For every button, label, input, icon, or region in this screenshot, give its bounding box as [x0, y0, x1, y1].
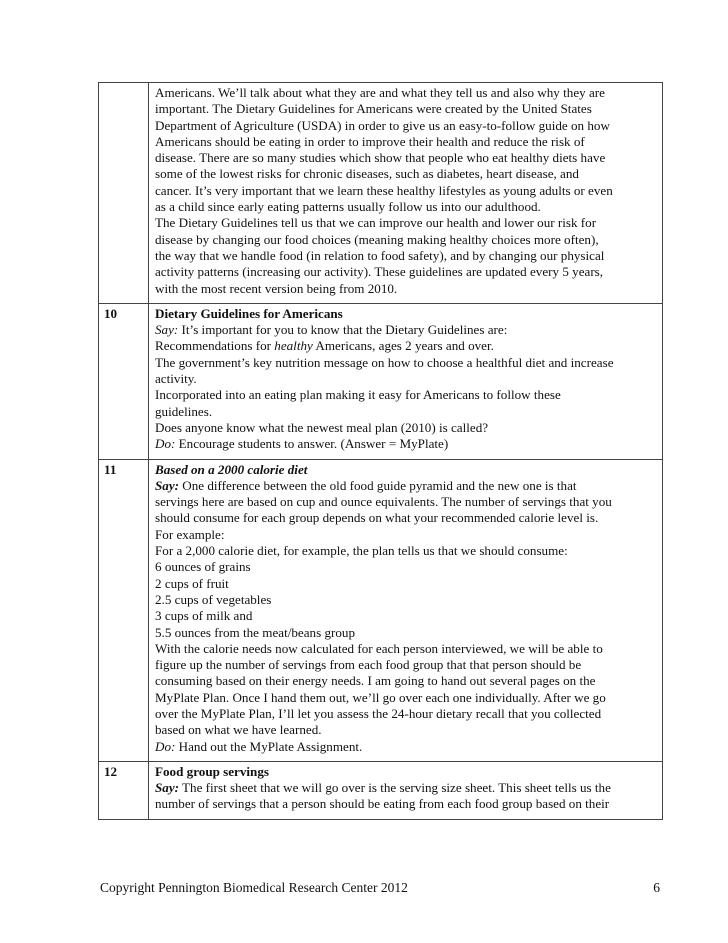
rec-before: Recommendations for	[155, 338, 275, 354]
row-content	[149, 303, 663, 459]
say-label: Say:	[155, 477, 180, 493]
copyright-text: Copyright Pennington Biomedical Research Center 2012	[100, 880, 408, 895]
row-content	[149, 761, 663, 819]
text-line	[155, 780, 659, 796]
section-title: Based on a 2000 calorie diet	[155, 461, 308, 477]
text-line: For a 2,000 calorie diet, for example, the plan tells us that we should consume:	[155, 543, 568, 559]
text-line	[155, 322, 659, 338]
rec-after: Americans, ages 2 years and over.	[312, 338, 494, 354]
text-line: the way that we handle food (in relation to food safety), and by changing our physical	[155, 247, 605, 263]
row-content	[149, 459, 663, 761]
text-line: consuming based on their energy needs. I am going to hand out several pages on the	[155, 673, 596, 689]
text-line: cancer. It’s very important that we learn these healthy lifestyles as young adults or even	[155, 182, 613, 198]
section-title: Food group servings	[155, 763, 269, 779]
text-line: activity patterns (increasing our activity). These guidelines are updated every 5 years,	[155, 264, 604, 280]
text-line: figure up the number of servings from each food group that that person should be	[155, 657, 582, 673]
text-line: disease. There are so many studies which show that people who eat healthy diets have	[155, 150, 606, 166]
text-line: some of the lowest risks for chronic diseases, such as diabetes, heart disease, and	[155, 166, 579, 182]
text-line: 3 cups of milk and	[155, 608, 253, 624]
text-line	[155, 338, 659, 354]
text-line: over the MyPlate Plan, I’ll let you assess the 24-hour dietary recall that you collected	[155, 705, 602, 721]
text-line: MyPlate Plan. Once I hand them out, we’ll go over each one individually. After we go	[155, 689, 606, 705]
do-label: Do:	[155, 436, 176, 452]
text-line: servings here are based on cup and ounce equivalents. The number of servings that you	[155, 494, 612, 510]
rec-italic: healthy	[274, 338, 313, 354]
do-text: Hand out the MyPlate Assignment.	[175, 738, 363, 754]
text-line	[155, 478, 659, 494]
text-line: with the most recent version being from 2010.	[155, 280, 398, 296]
page-number: 6	[653, 880, 660, 895]
row-number: 11	[99, 459, 149, 761]
text-line: important. The Dietary Guidelines for Americans were created by the United States	[155, 101, 592, 117]
say-label: Say:	[155, 322, 179, 338]
text-line: Incorporated into an eating plan making it easy for Americans to follow these	[155, 387, 561, 403]
text-line	[155, 436, 659, 452]
text-line: guidelines.	[155, 403, 213, 419]
say-text: It’s important for you to know that the Dietary Guidelines are:	[178, 322, 508, 338]
text-line: The Dietary Guidelines tell us that we can improve our health and lower our risk for	[155, 215, 597, 231]
text-line: 2.5 cups of vegetables	[155, 591, 272, 607]
say-label: Say:	[155, 780, 180, 796]
text-line: activity.	[155, 371, 197, 387]
text-line: Department of Agriculture (USDA) in order to give us an easy-to-follow guide on how	[155, 117, 610, 133]
table-row	[99, 459, 663, 761]
say-text: One difference between the old food guide pyramid and the new one is that	[179, 477, 577, 493]
do-text: Encourage students to answer. (Answer = MyPlate)	[175, 436, 449, 452]
text-line: For example:	[155, 526, 225, 542]
text-line: Americans. We’ll talk about what they are and what they tell us and also why they are	[155, 85, 605, 100]
do-label: Do:	[155, 738, 176, 754]
text-line: as a child since early eating patterns usually follow us into our adulthood.	[155, 199, 541, 215]
text-line: number of servings that a person should be eating from each food group based on their	[155, 796, 610, 812]
section-title: Dietary Guidelines for Americans	[155, 305, 343, 321]
row-number: 12	[99, 761, 149, 819]
table-row	[99, 83, 663, 304]
text-line: With the calorie needs now calculated for each person interviewed, we will be able to	[155, 640, 603, 656]
text-line: The government’s key nutrition message on how to choose a healthful diet and increase	[155, 354, 614, 370]
text-line: Does anyone know what the newest meal plan (2010) is called?	[155, 419, 489, 435]
row-number: 10	[99, 303, 149, 459]
say-text: The first sheet that we will go over is the serving size sheet. This sheet tells us the	[179, 780, 611, 796]
text-line	[155, 739, 659, 755]
text-line: disease by changing our food choices (meaning making healthy choices more often),	[155, 231, 599, 247]
row-content	[149, 83, 663, 304]
text-line: 6 ounces of grains	[155, 559, 251, 575]
text-line: should consume for each group depends on what your recommended calorie level is.	[155, 510, 599, 526]
row-number	[99, 83, 149, 304]
text-line: Americans should be eating in order to improve their health and reduce the risk of	[155, 133, 585, 149]
table-row	[99, 761, 663, 819]
text-line: 5.5 ounces from the meat/beans group	[155, 624, 355, 640]
lesson-table	[98, 82, 663, 820]
text-line: 2 cups of fruit	[155, 575, 229, 591]
text-line: based on what we have learned.	[155, 722, 322, 738]
table-row	[99, 303, 663, 459]
